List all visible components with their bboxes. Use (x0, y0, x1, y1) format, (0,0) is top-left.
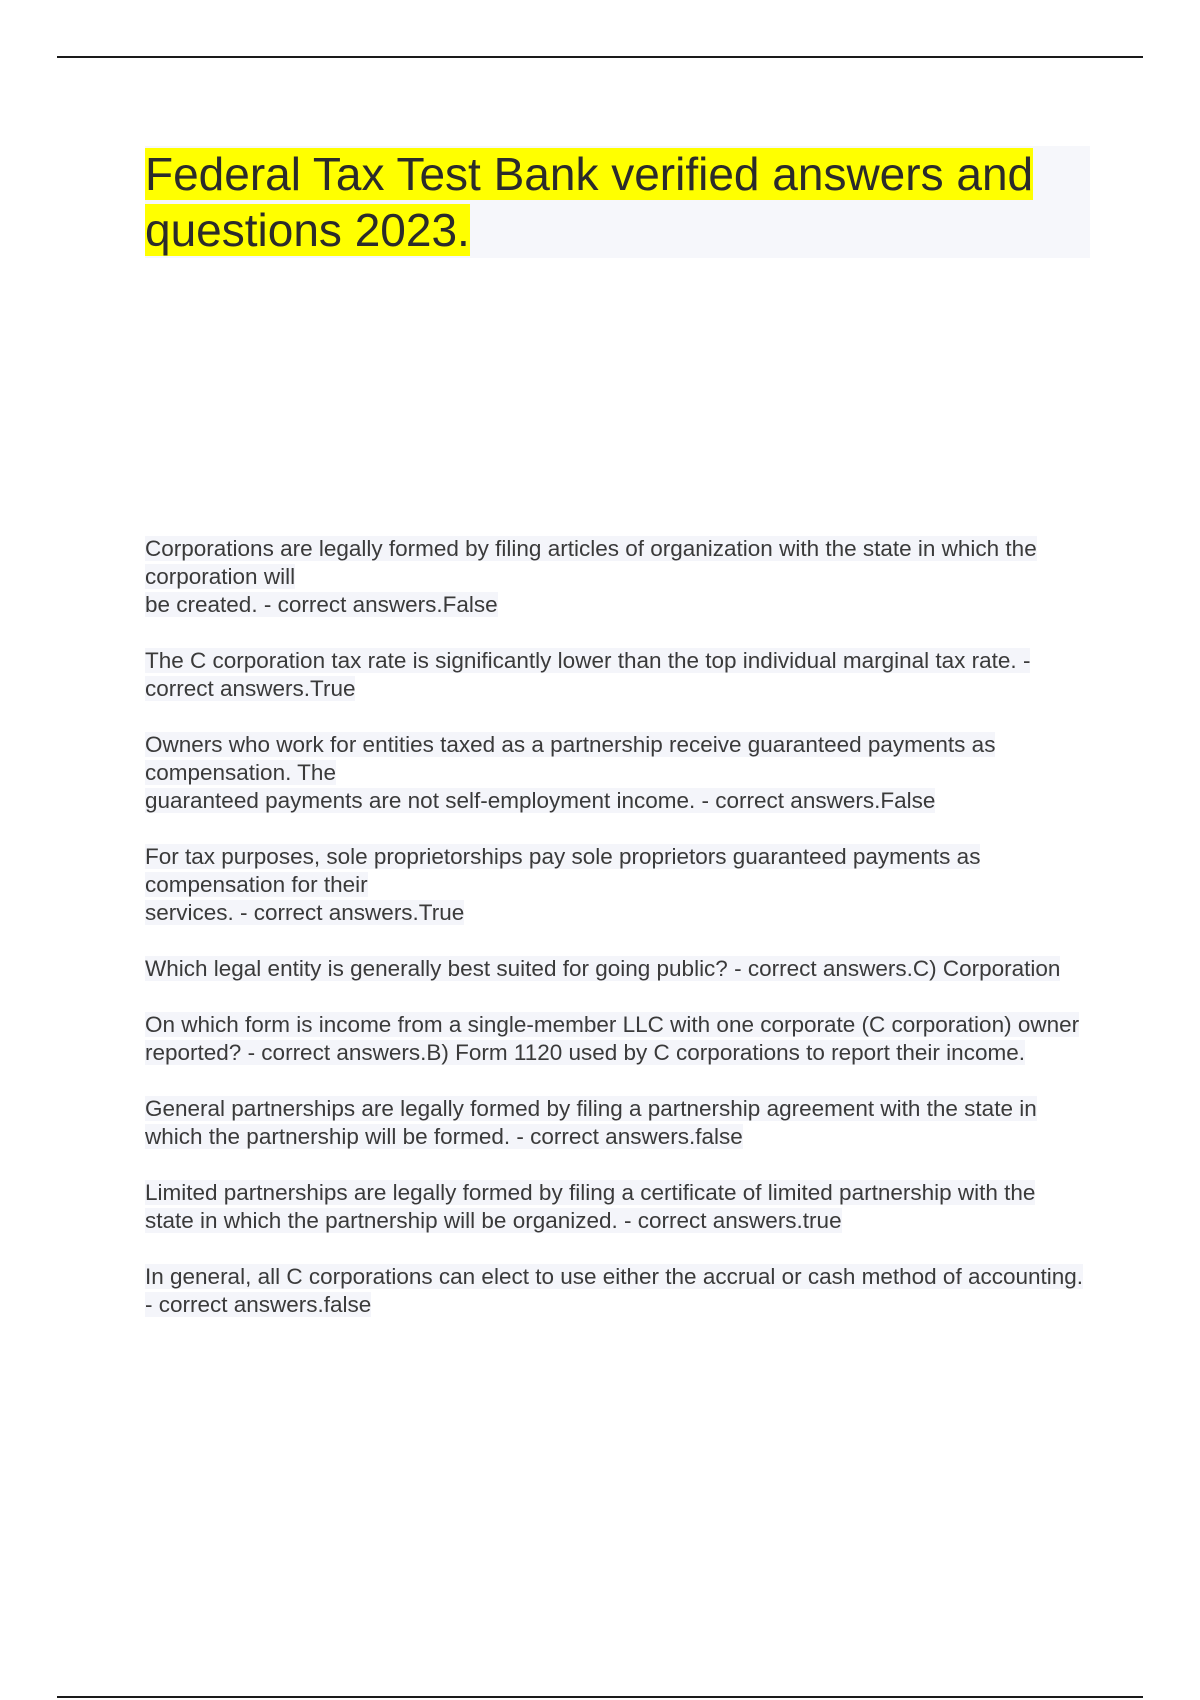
list-item (145, 1095, 1090, 1151)
document-title (145, 146, 1090, 258)
qa-text: The C corporation tax rate is significantly lower than the top individual marginal tax rate. - correct answers.True (145, 648, 1031, 701)
list-item (145, 955, 1090, 983)
qa-text: Owners who work for entities taxed as a partnership receive guaranteed payments as compensation. The guaranteed payments are not self-employment income. - correct answers.False (145, 732, 996, 813)
list-item (145, 1011, 1090, 1067)
title-highlight: Federal Tax Test Bank verified answers and questions 2023. (145, 148, 1034, 256)
top-rule (57, 56, 1143, 58)
list-item (145, 647, 1090, 703)
bottom-rule (57, 1696, 1143, 1698)
list-item (145, 731, 1090, 815)
qa-text: General partnerships are legally formed by filing a partnership agreement with the state in which the partnership will be formed. - correct answers.false (145, 1096, 1037, 1149)
qa-text: Corporations are legally formed by filing articles of organization with the state in which the corporation will be created. - correct answers.False (145, 536, 1037, 617)
list-item (145, 535, 1090, 619)
qa-text: For tax purposes, sole proprietorships pay sole proprietors guaranteed payments as compensation for their services. - correct answers.True (145, 844, 981, 925)
qa-text: In general, all C corporations can elect to use either the accrual or cash method of accounting. - correct answers.false (145, 1264, 1084, 1317)
list-item (145, 843, 1090, 927)
qa-text: Limited partnerships are legally formed by filing a certificate of limited partnership with the state in which the partnership will be organized. - correct answers.true (145, 1180, 1036, 1233)
qa-text: On which form is income from a single-member LLC with one corporate (C corporation) owner reported? - correct answers.B) Form 1120 used by C corporations to report their income. (145, 1012, 1080, 1065)
title-block (145, 146, 1090, 258)
list-item (145, 1263, 1090, 1319)
qa-text: Which legal entity is generally best suited for going public? - correct answers.C) Corporation (145, 956, 1061, 981)
list-item (145, 1179, 1090, 1235)
qa-list (145, 535, 1090, 1347)
